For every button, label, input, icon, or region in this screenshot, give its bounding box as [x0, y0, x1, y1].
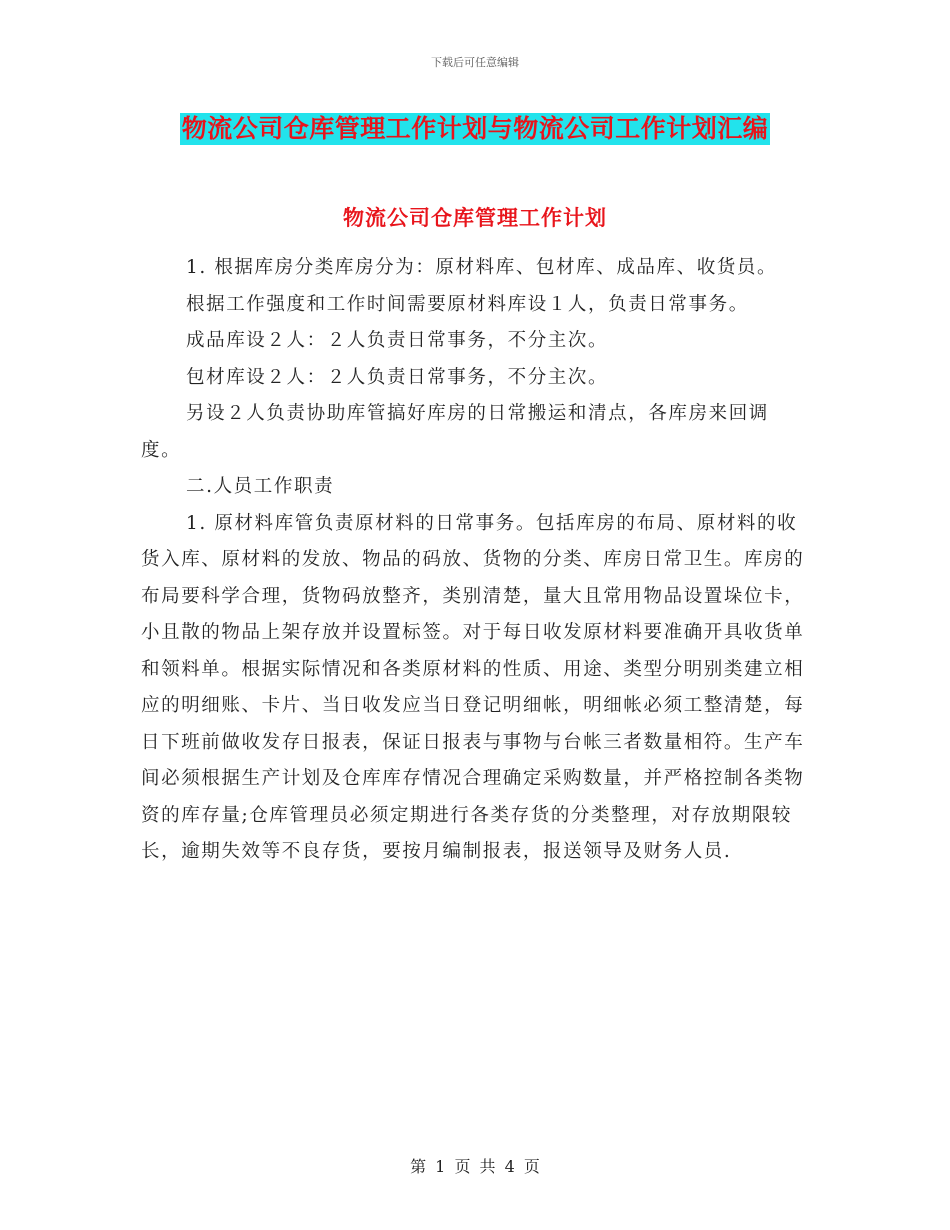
paragraph: 1. 原材料库管负责原材料的日常事务。包括库房的布局、原材料的收货入库、原材料的发放、物品的码放、货物的分类、库房日常卫生。库房的布局要科学合理，货物码放整齐，类别清楚，量大且常用物品设置垛位卡，小且散的物品上架存放并设置标签。对于每日收发原材料要准确开具收货单和领料单。根据实际情况和各类原材料的性质、用途、类型分明别类建立相应的明细账、卡片、当日收发应当日登记明细帐，明细帐必须工整清楚，每日下班前做收发存日报表，保证日报表与事物与台帐三者数量相符。生产车间必须根据生产计划及仓库库存情况合理确定采购数量，并严格控制各类物资的库存量;仓库管理员必须定期进行各类存货的分类整理，对存放期限较长，逾期失效等不良存货，要按月编制报表，报送领导及财务人员.: [141, 512, 805, 862]
paragraph: 包材库设２人：２人负责日常事务，不分主次。: [186, 366, 609, 388]
header-note: 下载后可任意编辑: [431, 56, 519, 69]
paragraph: 根据工作强度和工作时间需要原材料库设１人，负责日常事务。: [186, 293, 749, 315]
paragraph: 另设２人负责协助库管搞好库房的日常搬运和清点，各库房来回调度。: [141, 403, 769, 461]
paragraph: 1. 根据库房分类库房分为：原材料库、包材库、成品库、收货员。: [186, 257, 778, 278]
paragraph: 成品库设２人：２人负责日常事务，不分主次。: [186, 330, 609, 351]
main-title-container: [0, 113, 950, 145]
page-footer: 第 1 页 共 4 页: [410, 1157, 540, 1176]
section-heading: 二.人员工作职责: [186, 476, 335, 497]
main-title: 物流公司仓库管理工作计划与物流公司工作计划汇编: [181, 114, 769, 143]
section-title: 物流公司仓库管理工作计划: [343, 206, 607, 230]
document-body: [141, 250, 806, 871]
